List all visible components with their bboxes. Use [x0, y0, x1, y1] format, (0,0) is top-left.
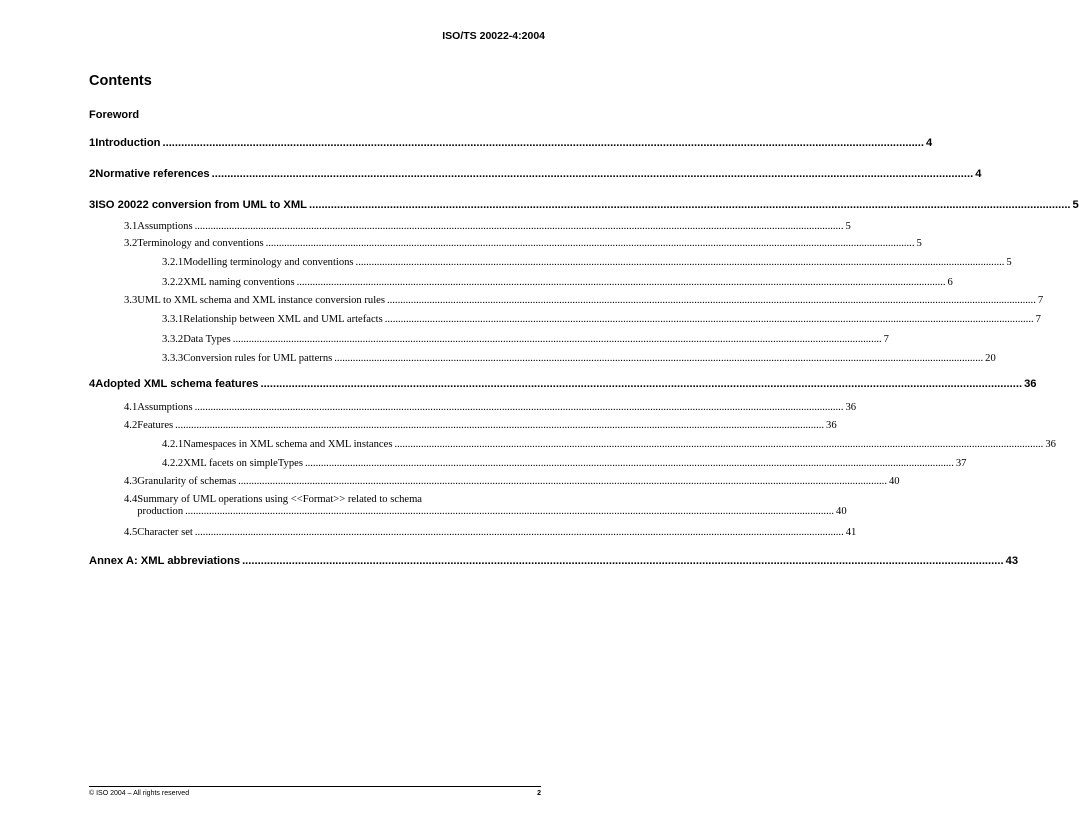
- toc-page: 5: [845, 221, 851, 232]
- dot-leader: [305, 458, 954, 469]
- toc-label: Assumptions: [137, 402, 193, 413]
- dot-leader: [334, 353, 983, 364]
- toc-number: 4.2: [124, 420, 138, 431]
- toc-label: Annex A: XML abbreviations: [89, 555, 241, 567]
- toc-entry-3[interactable]: [89, 199, 1079, 211]
- dot-leader: [162, 137, 924, 149]
- toc-page: 7: [1037, 295, 1044, 306]
- toc-label: XML naming conventions: [183, 277, 295, 288]
- toc-page: 5: [916, 238, 922, 249]
- dot-leader: [394, 439, 1043, 450]
- toc-entry-4-2-1[interactable]: [162, 439, 1056, 450]
- dot-leader: [185, 506, 834, 517]
- footer-divider: [89, 786, 541, 787]
- toc-page: 6: [947, 277, 953, 288]
- toc-page: 7: [883, 334, 889, 345]
- toc-label: Data Types: [183, 334, 231, 345]
- page-title: Contents: [89, 73, 152, 89]
- dot-leader: [266, 238, 915, 249]
- dot-leader: [195, 402, 844, 413]
- toc-page: 43: [1005, 555, 1019, 567]
- toc-label: Normative references: [95, 168, 210, 180]
- toc-page: 4: [926, 137, 933, 149]
- dot-leader: [195, 527, 844, 538]
- toc-label: Conversion rules for UML patterns: [183, 353, 333, 364]
- toc-entry-4-3[interactable]: [124, 476, 900, 487]
- toc-label-continued: production: [137, 506, 184, 517]
- toc-page: 36: [845, 402, 857, 413]
- dot-leader: [233, 334, 882, 345]
- toc-entry-4-4[interactable]: [124, 494, 847, 517]
- toc-entry-4-1[interactable]: [124, 402, 857, 413]
- toc-entry-annex-a[interactable]: [89, 555, 1019, 567]
- toc-page: 5: [1072, 199, 1079, 211]
- toc-page: 36: [1024, 378, 1037, 390]
- toc-page: 37: [955, 458, 967, 469]
- dot-leader: [387, 295, 1036, 306]
- dot-leader: [238, 476, 887, 487]
- toc-label: Namespaces in XML schema and XML instances: [183, 439, 393, 450]
- toc-page: 7: [1035, 314, 1041, 325]
- toc-page: 40: [836, 506, 847, 517]
- toc-entry-4[interactable]: [89, 378, 1037, 390]
- toc-label: Terminology and conventions: [137, 238, 264, 249]
- toc-entry-3-3-2[interactable]: [162, 334, 889, 345]
- toc-label: XML facets on simpleTypes: [183, 458, 303, 469]
- toc-number: 4.2.2: [162, 458, 184, 469]
- toc-foreword[interactable]: Foreword: [89, 109, 140, 121]
- toc-number: 4.4: [124, 494, 138, 505]
- toc-label: Relationship between XML and UML artefacts: [183, 314, 383, 325]
- toc-number: 3.3.3: [162, 353, 184, 364]
- dot-leader: [385, 314, 1034, 325]
- toc-page: 41: [845, 527, 857, 538]
- toc-label: Summary of UML operations using <<Format>> related to schema: [137, 494, 423, 505]
- toc-label: Adopted XML schema features: [95, 378, 259, 390]
- toc-number: 3.1: [124, 221, 138, 232]
- toc-number: 4.5: [124, 527, 138, 538]
- toc-page: 20: [985, 353, 996, 364]
- toc-label: Assumptions: [137, 221, 193, 232]
- footer-copyright: © ISO 2004 – All rights reserved: [89, 790, 190, 797]
- toc-number: 3: [89, 199, 96, 211]
- toc-number: 3.3: [124, 295, 138, 306]
- toc-entry-1[interactable]: [89, 137, 933, 149]
- toc-number: 3.3.1: [162, 314, 184, 325]
- toc-entry-3-3[interactable]: [124, 295, 1044, 306]
- dot-leader: [356, 257, 1005, 268]
- toc-entry-3-2[interactable]: [124, 238, 922, 249]
- dot-leader: [261, 378, 1023, 390]
- toc-entry-3-3-3[interactable]: [162, 353, 996, 364]
- toc-entry-3-3-1[interactable]: [162, 314, 1041, 325]
- document-id-header: ISO/TS 20022-4:2004: [442, 30, 545, 42]
- dot-leader: [297, 277, 946, 288]
- toc-label: UML to XML schema and XML instance conversion rules: [137, 295, 385, 306]
- toc-number: 3.2.1: [162, 257, 184, 268]
- footer-page-number: 2: [537, 790, 541, 797]
- dot-leader: [195, 221, 844, 232]
- toc-label: Features: [137, 420, 174, 431]
- toc-entry-4-2[interactable]: [124, 420, 837, 431]
- toc-page: 40: [888, 476, 900, 487]
- toc-page: 5: [1006, 257, 1012, 268]
- toc-number: 3.2: [124, 238, 138, 249]
- toc-label: ISO 20022 conversion from UML to XML: [95, 199, 308, 211]
- toc-label: Character set: [137, 527, 193, 538]
- toc-number: 4.2.1: [162, 439, 184, 450]
- toc-label: Introduction: [95, 137, 161, 149]
- toc-page: 36: [1045, 439, 1056, 450]
- toc-entry-3-1[interactable]: [124, 221, 851, 232]
- toc-number: 4.3: [124, 476, 138, 487]
- dot-leader: [309, 199, 1071, 211]
- toc-entry-3-2-1[interactable]: [162, 257, 1012, 268]
- toc-number: 3.3.2: [162, 334, 184, 345]
- toc-number: 3.2.2: [162, 277, 184, 288]
- toc-entry-4-2-2[interactable]: [162, 458, 967, 469]
- toc-number: 4: [89, 378, 96, 390]
- toc-number: 1: [89, 137, 96, 149]
- dot-leader: [212, 168, 974, 180]
- toc-label: Granularity of schemas: [137, 476, 237, 487]
- toc-number: 2: [89, 168, 96, 180]
- dot-leader: [175, 420, 824, 431]
- toc-entry-3-2-2[interactable]: [162, 277, 953, 288]
- toc-entry-4-5[interactable]: [124, 527, 857, 538]
- dot-leader: [242, 555, 1004, 567]
- toc-number: 4.1: [124, 402, 138, 413]
- toc-page: 4: [975, 168, 982, 180]
- toc-label: Modelling terminology and conventions: [183, 257, 354, 268]
- toc-entry-2[interactable]: [89, 168, 982, 180]
- toc-page: 36: [826, 420, 837, 431]
